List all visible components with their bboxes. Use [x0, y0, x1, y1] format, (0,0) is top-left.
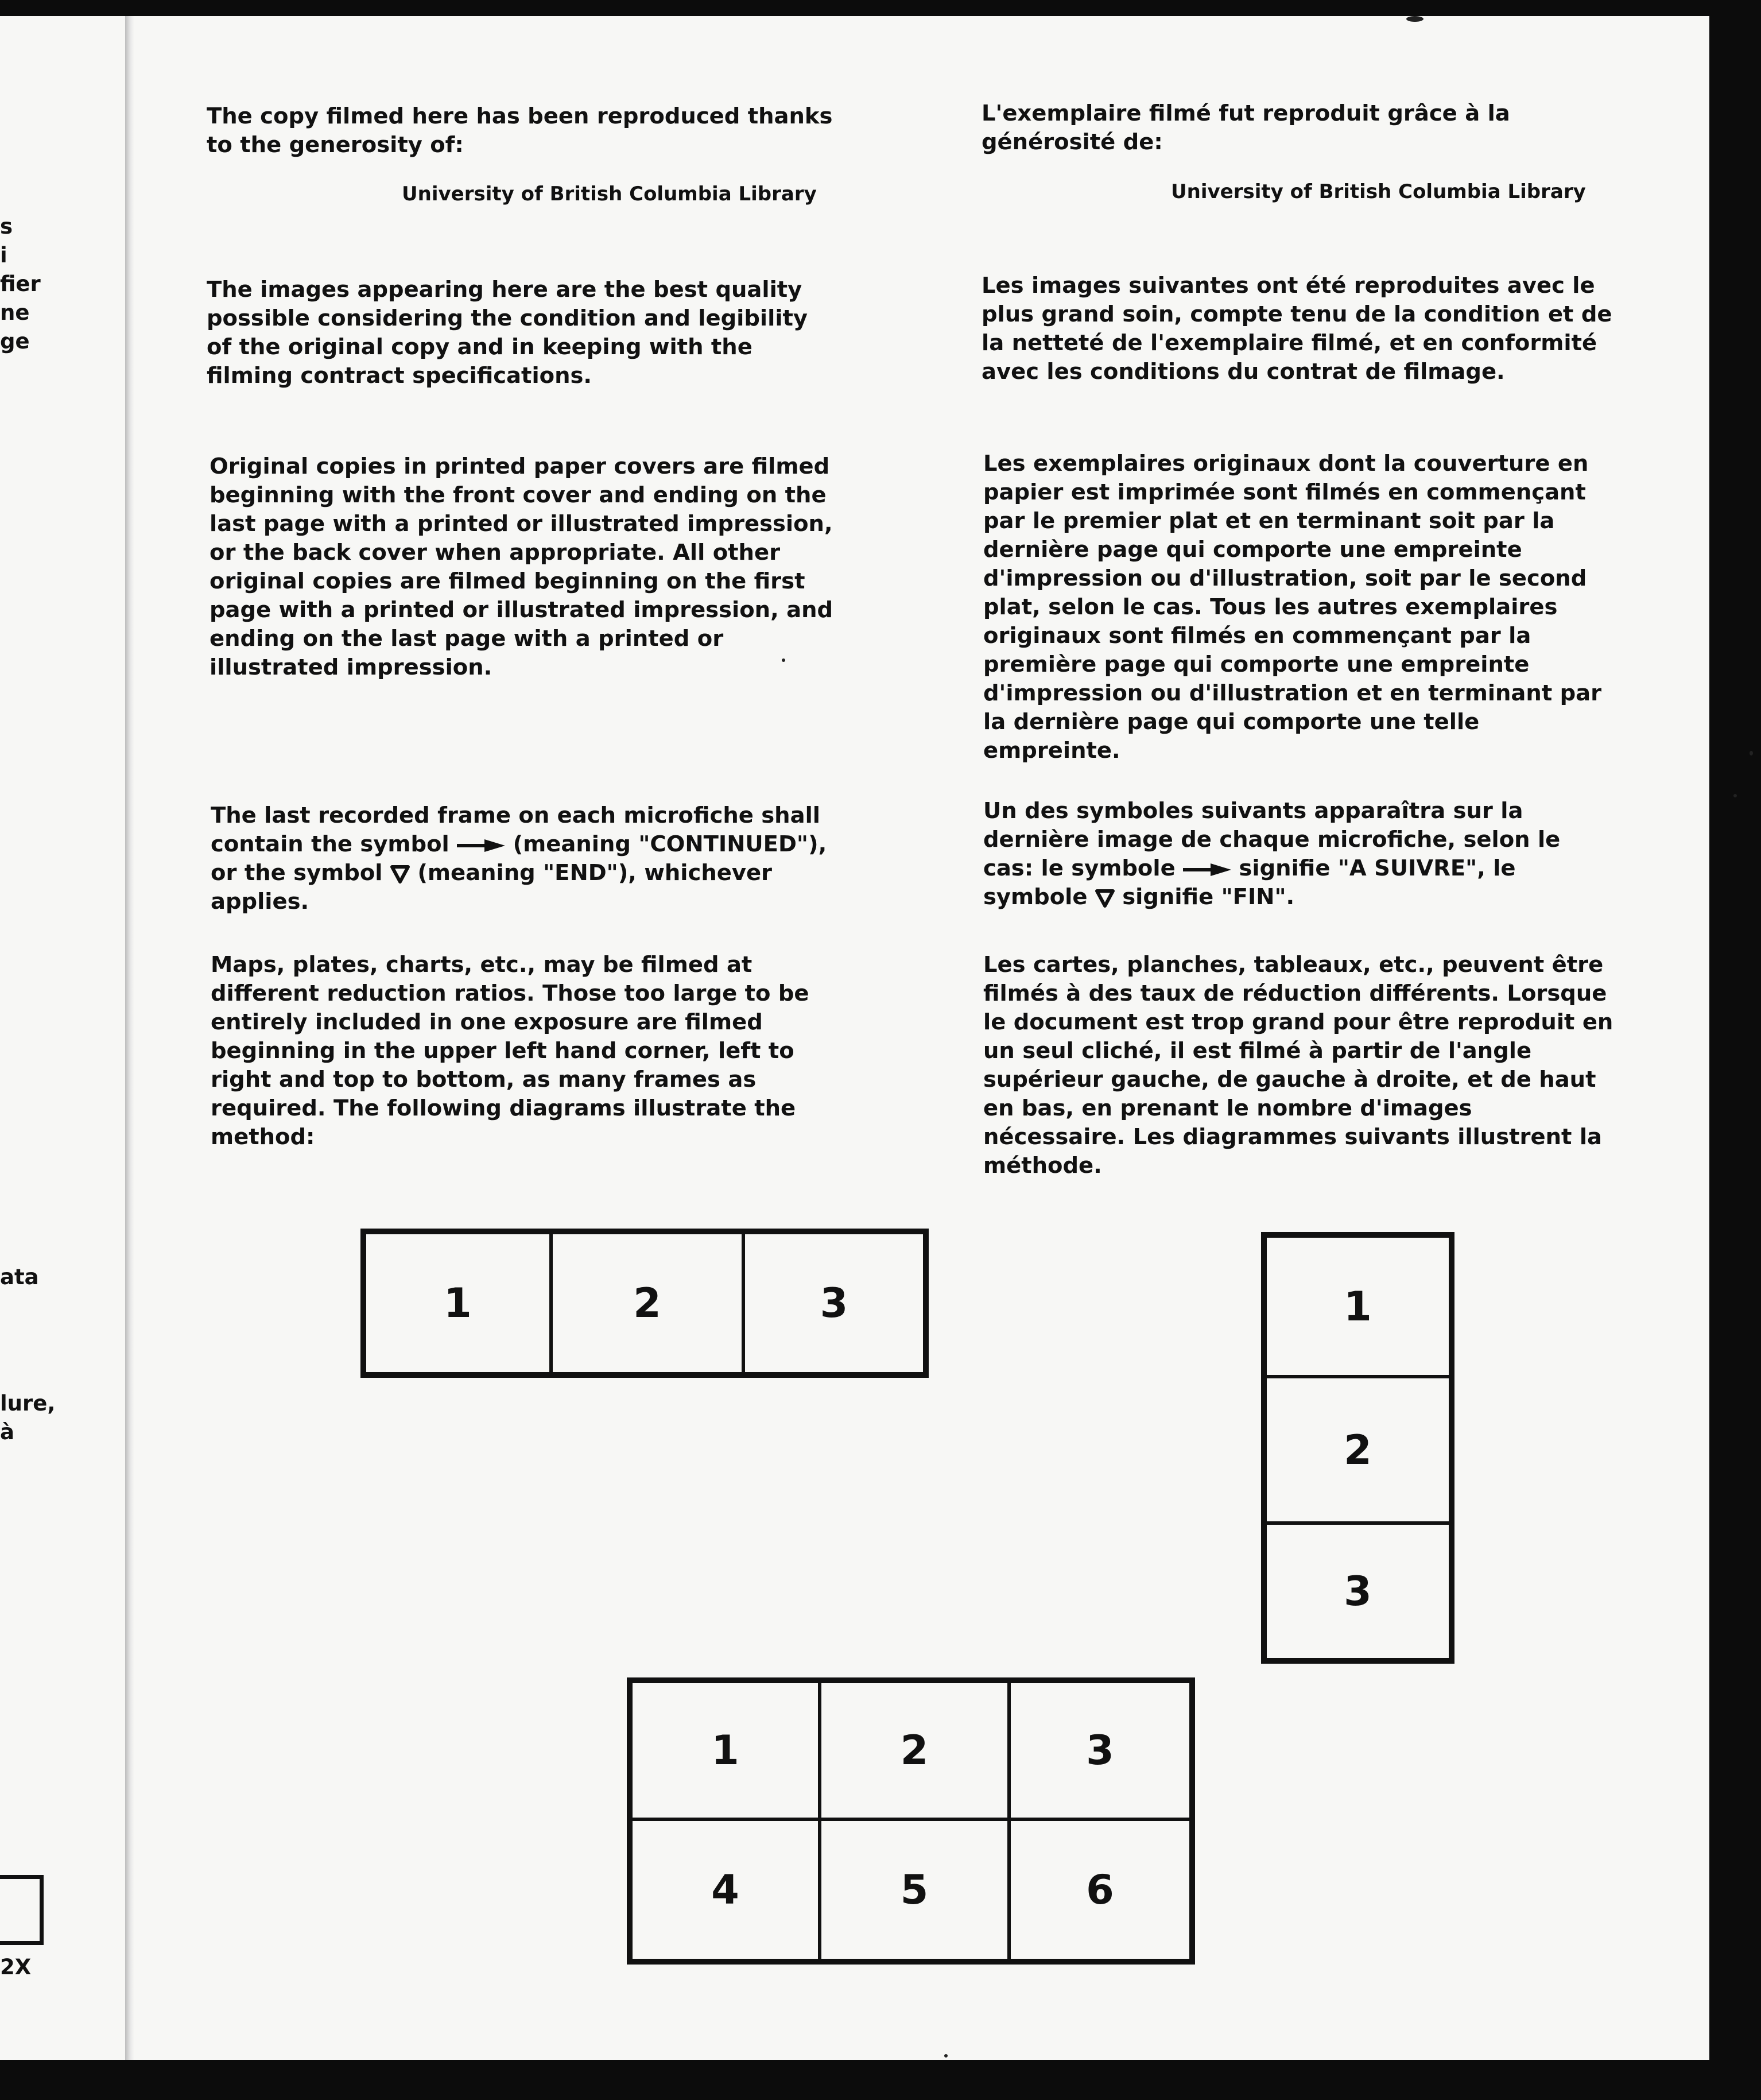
dust-speck	[1733, 794, 1737, 797]
diagram-cell: 3	[1265, 1523, 1450, 1660]
english-symbols-text-c: (meaning "END"), whichever applies.	[211, 860, 773, 915]
french-covers: Les exemplaires originaux dont la couverture en papier est imprimée sont filmés en commençant par le premier plat et en terminant soit par la dernière page qui comporte une empreinte d'impression ou d'illustration, soit par le second plat, selon le cas. Tous les autres exemplaires originaux sont filmés en commençant par la première page qui comporte une empreinte d'impression ou d'illustration et en terminant par la dernière page qui comporte une telle empreinte.	[983, 451, 1602, 764]
diagram-cell: 6	[1009, 1819, 1191, 1960]
edge-fragment: à	[0, 1420, 14, 1444]
english-maps: Maps, plates, charts, etc., may be filmed at different reduction ratios. Those too large to be entirely included in one exposure are filmed beginning in the upper left hand corner, left to right and top to bottom, as many frames as required. The following diagrams illustrate the method:	[211, 952, 809, 1150]
edge-fragment: ge	[0, 329, 30, 354]
english-intro: The copy filmed here has been reproduced thanks to the generosity of:	[207, 103, 833, 158]
dust-speck	[1750, 751, 1753, 755]
diagram-cell: 2	[820, 1681, 1009, 1819]
continued-arrow-icon	[1183, 863, 1231, 877]
english-library: University of British Columbia Library	[402, 183, 817, 206]
diagram-cell: 2	[551, 1233, 743, 1374]
edge-fragment: ata	[0, 1265, 39, 1289]
end-triangle-icon	[390, 865, 410, 884]
diagram-cell: 1	[1265, 1236, 1450, 1377]
diagram-grid	[627, 1677, 1195, 1965]
edge-fragment: i	[0, 243, 7, 268]
french-symbols-text-c: signifie "FIN".	[1122, 884, 1295, 910]
continued-arrow-icon	[457, 839, 505, 853]
english-symbols-text-b: (meaning "CONTINUED"), or the symbol	[211, 831, 827, 886]
edge-fragment: lure,	[0, 1391, 56, 1416]
diagram-cell: 3	[1009, 1681, 1191, 1819]
english-quality: The images appearing here are the best quality possible considering the condition and legibility of the original copy and in keeping with the filming contract specifications.	[207, 277, 808, 389]
edge-fragment: fier	[0, 272, 41, 296]
diagram-cell: 5	[820, 1819, 1009, 1960]
diagram-vertical	[1261, 1232, 1454, 1664]
diagram-cell: 1	[631, 1681, 820, 1819]
edge-box	[0, 1875, 44, 1945]
scanned-page	[0, 16, 1709, 2060]
english-symbols-text-a: The last recorded frame on each microfiche shall contain the symbol	[211, 803, 820, 857]
french-quality: Les images suivantes ont été reproduites avec le plus grand soin, compte tenu de la condition et de la netteté de l'exemplaire filmé, et en conformité avec les conditions du contrat de filmage.	[982, 273, 1612, 385]
diagram-cell: 2	[1265, 1377, 1450, 1523]
dust-speck	[782, 658, 785, 662]
english-covers: Original copies in printed paper covers are filmed beginning with the front cover and ending on the last page with a printed or illustrated impression, or the back cover when appropriate. All other original copies are filmed beginning on the first page with a printed or illustrated impression, and ending on the last page with a printed or illustrated impression.	[210, 454, 833, 680]
edge-fragment: s	[0, 214, 13, 239]
french-symbols	[983, 797, 1603, 912]
french-symbols-text-b: signifie "A SUIVRE", le symbole	[983, 855, 1516, 910]
english-symbols	[211, 801, 836, 916]
edge-fragment: ne	[0, 300, 30, 325]
dust-speck	[944, 2054, 948, 2058]
page-fold	[125, 16, 134, 2060]
french-symbols-text-a: Un des symboles suivants apparaîtra sur la dernière image de chaque microfiche, selon le cas: le symbole	[983, 798, 1561, 881]
diagram-cell: 1	[364, 1233, 551, 1374]
diagram-cell: 4	[631, 1819, 820, 1960]
french-intro: L'exemplaire filmé fut reproduit grâce à la générosité de:	[982, 100, 1510, 155]
edge-fragment: 2X	[0, 1955, 32, 1979]
french-library: University of British Columbia Library	[1171, 180, 1586, 203]
end-triangle-icon	[1095, 889, 1115, 908]
french-maps: Les cartes, planches, tableaux, etc., peuvent être filmés à des taux de réduction différents. Lorsque le document est trop grand pour être reproduit en un seul cliché, il est filmé à partir de l'angle supérieur gauche, de gauche à droite, et de haut en bas, en prenant le nombre d'images nécessaire. Les diagrammes suivants illustrent la méthode.	[983, 952, 1613, 1179]
dust-speck	[1406, 16, 1423, 22]
diagram-horizontal	[360, 1229, 929, 1378]
diagram-cell: 3	[743, 1233, 925, 1374]
